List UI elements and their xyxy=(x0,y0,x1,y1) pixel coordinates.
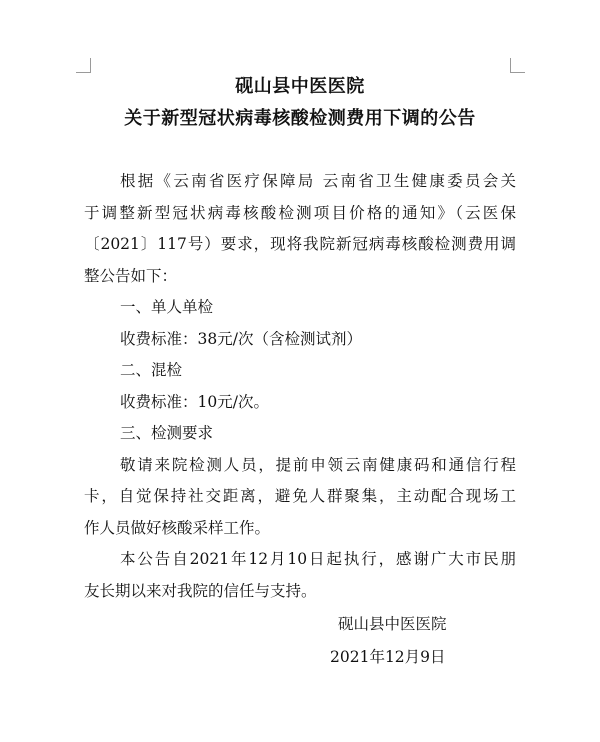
margin-corner-mark-left xyxy=(76,58,91,73)
document-title-line-1: 砚山县中医医院 xyxy=(235,76,365,97)
item-2-fee: 收费标准：10元/次。 xyxy=(120,392,269,411)
item-1-title: 一、单人单检 xyxy=(120,298,214,316)
paragraph-1-line-1: 根据《云南省医疗保障局 云南省卫生健康委员会关 xyxy=(120,172,516,190)
requirement-line-1: 敬请来院检测人员，提前申领云南健康码和通信行程 xyxy=(120,455,516,474)
paragraph-1-line-3: 〔2021〕117号）要求，现将我院新冠病毒核酸检测费用调 xyxy=(84,235,516,253)
notice-body xyxy=(84,166,516,607)
item-1-fee: 收费标准：38元/次（含检测试剂） xyxy=(120,329,362,348)
paragraph-1-line-2: 于调整新型冠状病毒核酸检测项目价格的通知》（云医保 xyxy=(84,203,516,222)
requirement-line-3: 作人员做好核酸采样工作。 xyxy=(84,518,271,537)
closing-line-2: 友长期以来对我院的信任与支持。 xyxy=(84,581,317,600)
signature-organization: 砚山县中医医院 xyxy=(338,615,447,633)
item-3-title: 三、检测要求 xyxy=(120,424,214,442)
signature-date: 2021年12月9日 xyxy=(330,648,446,666)
requirement-line-2: 卡，自觉保持社交距离，避免人群聚集，主动配合现场工 xyxy=(84,487,516,505)
closing-line-1: 本公告自2021年12月10日起执行，感谢广大市民朋 xyxy=(120,550,516,568)
paragraph-1-line-4: 整公告如下： xyxy=(84,266,178,285)
item-2-title: 二、混检 xyxy=(120,361,183,379)
margin-corner-mark-right xyxy=(510,58,525,73)
document-title-line-2: 关于新型冠状病毒核酸检测费用下调的公告 xyxy=(124,108,476,129)
